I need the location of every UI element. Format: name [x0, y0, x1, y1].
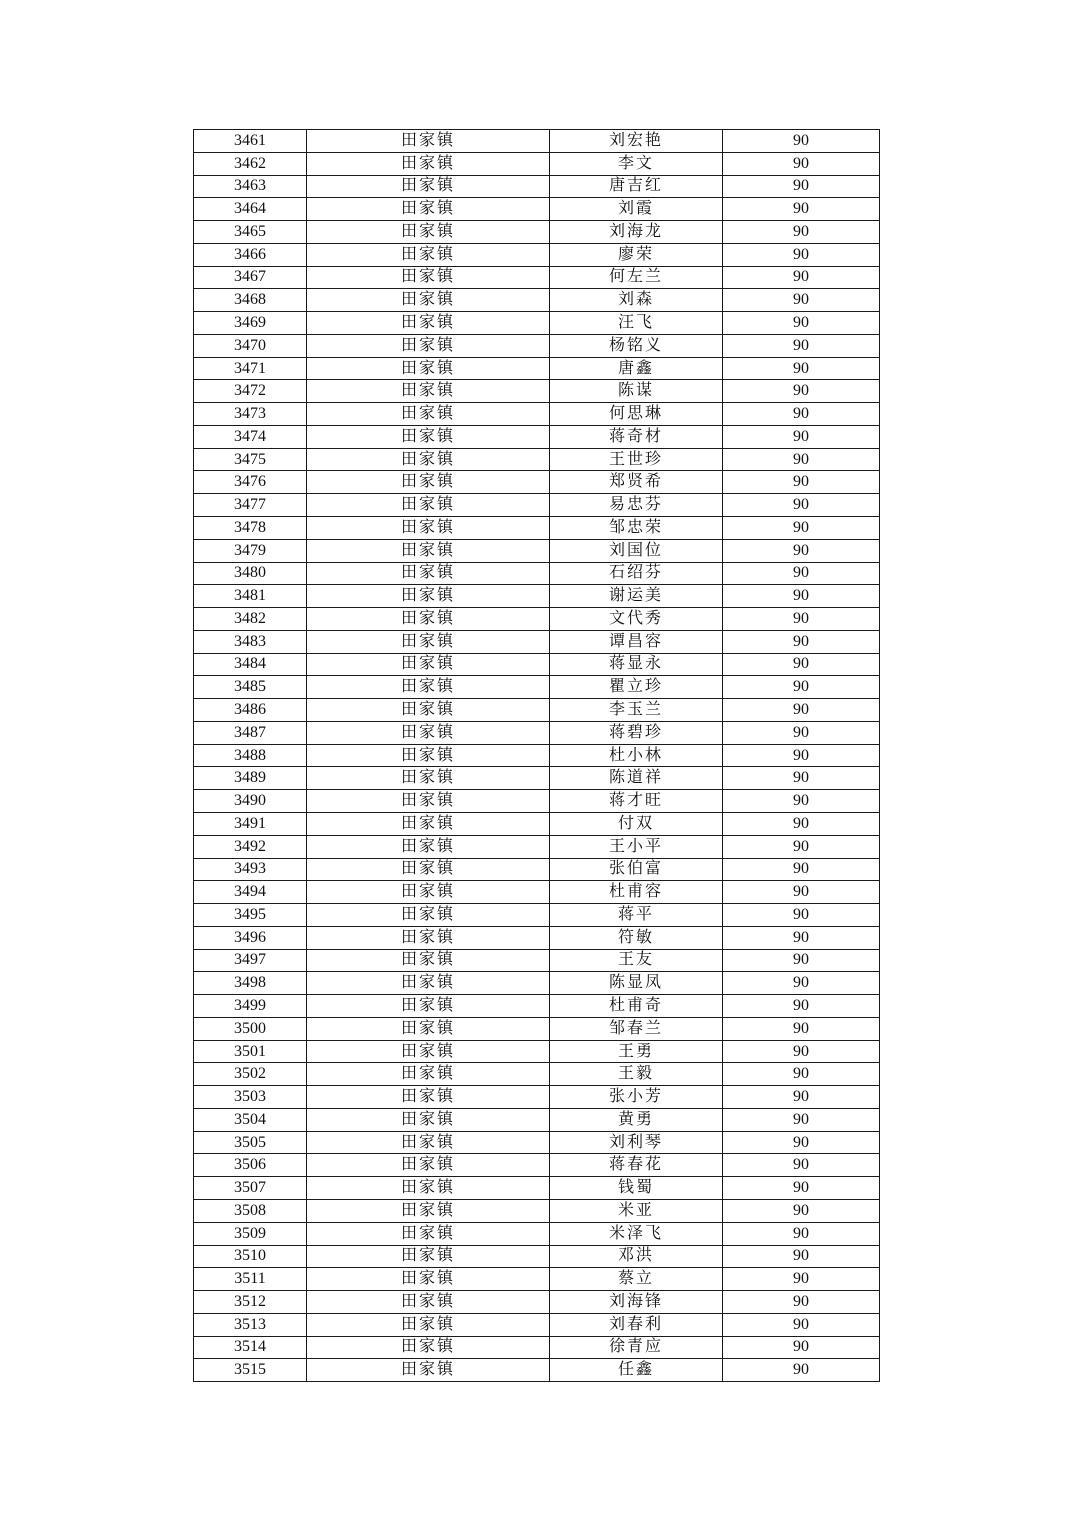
amount-cell: 90: [723, 1359, 880, 1382]
row-number-cell: 3508: [194, 1199, 307, 1222]
amount-cell: 90: [723, 1245, 880, 1268]
row-number-cell: 3490: [194, 790, 307, 813]
amount-cell: 90: [723, 699, 880, 722]
town-cell: 田家镇: [307, 403, 550, 426]
table-row: [194, 221, 880, 244]
row-number-cell: 3474: [194, 425, 307, 448]
town-cell: 田家镇: [307, 130, 550, 153]
amount-cell: 90: [723, 744, 880, 767]
table-row: [194, 608, 880, 631]
row-number-cell: 3493: [194, 858, 307, 881]
row-number-cell: 3499: [194, 995, 307, 1018]
amount-cell: 90: [723, 585, 880, 608]
record-table: [193, 129, 880, 1382]
person-name-cell: 刘霞: [550, 198, 723, 221]
person-name-cell: 刘利琴: [550, 1131, 723, 1154]
town-cell: 田家镇: [307, 790, 550, 813]
town-cell: 田家镇: [307, 812, 550, 835]
person-name-cell: 陈道祥: [550, 767, 723, 790]
table-row: [194, 494, 880, 517]
table-row: [194, 243, 880, 266]
table-row: [194, 1154, 880, 1177]
amount-cell: 90: [723, 630, 880, 653]
person-name-cell: 蒋春花: [550, 1154, 723, 1177]
table-row: [194, 699, 880, 722]
person-name-cell: 陈谋: [550, 380, 723, 403]
row-number-cell: 3509: [194, 1222, 307, 1245]
row-number-cell: 3496: [194, 926, 307, 949]
amount-cell: 90: [723, 266, 880, 289]
town-cell: 田家镇: [307, 608, 550, 631]
person-name-cell: 唐鑫: [550, 357, 723, 380]
table-row: [194, 198, 880, 221]
row-number-cell: 3511: [194, 1268, 307, 1291]
person-name-cell: 刘国位: [550, 539, 723, 562]
amount-cell: 90: [723, 380, 880, 403]
table-row: [194, 858, 880, 881]
town-cell: 田家镇: [307, 1086, 550, 1109]
row-number-cell: 3476: [194, 471, 307, 494]
row-number-cell: 3477: [194, 494, 307, 517]
town-cell: 田家镇: [307, 1336, 550, 1359]
row-number-cell: 3484: [194, 653, 307, 676]
town-cell: 田家镇: [307, 539, 550, 562]
table-row: [194, 630, 880, 653]
table-row: [194, 790, 880, 813]
table-row: [194, 517, 880, 540]
person-name-cell: 唐吉红: [550, 175, 723, 198]
row-number-cell: 3514: [194, 1336, 307, 1359]
town-cell: 田家镇: [307, 881, 550, 904]
amount-cell: 90: [723, 972, 880, 995]
table-row: [194, 744, 880, 767]
table-row: [194, 1359, 880, 1382]
table-row: [194, 1313, 880, 1336]
town-cell: 田家镇: [307, 995, 550, 1018]
amount-cell: 90: [723, 1108, 880, 1131]
person-name-cell: 王毅: [550, 1063, 723, 1086]
person-name-cell: 刘海龙: [550, 221, 723, 244]
row-number-cell: 3492: [194, 835, 307, 858]
person-name-cell: 王小平: [550, 835, 723, 858]
town-cell: 田家镇: [307, 858, 550, 881]
row-number-cell: 3494: [194, 881, 307, 904]
amount-cell: 90: [723, 881, 880, 904]
town-cell: 田家镇: [307, 448, 550, 471]
town-cell: 田家镇: [307, 767, 550, 790]
row-number-cell: 3500: [194, 1017, 307, 1040]
table-row: [194, 904, 880, 927]
table-row: [194, 266, 880, 289]
amount-cell: 90: [723, 858, 880, 881]
person-name-cell: 蒋平: [550, 904, 723, 927]
row-number-cell: 3461: [194, 130, 307, 153]
table-row: [194, 539, 880, 562]
row-number-cell: 3486: [194, 699, 307, 722]
town-cell: 田家镇: [307, 562, 550, 585]
town-cell: 田家镇: [307, 1131, 550, 1154]
table-row: [194, 1222, 880, 1245]
amount-cell: 90: [723, 175, 880, 198]
amount-cell: 90: [723, 1086, 880, 1109]
amount-cell: 90: [723, 1268, 880, 1291]
table-row: [194, 334, 880, 357]
town-cell: 田家镇: [307, 1177, 550, 1200]
person-name-cell: 米泽飞: [550, 1222, 723, 1245]
row-number-cell: 3515: [194, 1359, 307, 1382]
person-name-cell: 王友: [550, 949, 723, 972]
town-cell: 田家镇: [307, 949, 550, 972]
person-name-cell: 谢运美: [550, 585, 723, 608]
town-cell: 田家镇: [307, 312, 550, 335]
row-number-cell: 3480: [194, 562, 307, 585]
person-name-cell: 徐青应: [550, 1336, 723, 1359]
town-cell: 田家镇: [307, 585, 550, 608]
town-cell: 田家镇: [307, 517, 550, 540]
row-number-cell: 3498: [194, 972, 307, 995]
town-cell: 田家镇: [307, 835, 550, 858]
amount-cell: 90: [723, 1313, 880, 1336]
table-row: [194, 995, 880, 1018]
person-name-cell: 郑贤希: [550, 471, 723, 494]
person-name-cell: 米亚: [550, 1199, 723, 1222]
row-number-cell: 3463: [194, 175, 307, 198]
amount-cell: 90: [723, 425, 880, 448]
table-row: [194, 767, 880, 790]
town-cell: 田家镇: [307, 1291, 550, 1314]
row-number-cell: 3513: [194, 1313, 307, 1336]
person-name-cell: 蒋显永: [550, 653, 723, 676]
person-name-cell: 李玉兰: [550, 699, 723, 722]
town-cell: 田家镇: [307, 630, 550, 653]
table-row: [194, 175, 880, 198]
amount-cell: 90: [723, 1222, 880, 1245]
amount-cell: 90: [723, 403, 880, 426]
table-row: [194, 471, 880, 494]
person-name-cell: 石绍芬: [550, 562, 723, 585]
town-cell: 田家镇: [307, 972, 550, 995]
town-cell: 田家镇: [307, 334, 550, 357]
town-cell: 田家镇: [307, 1245, 550, 1268]
person-name-cell: 李文: [550, 152, 723, 175]
table-row: [194, 130, 880, 153]
amount-cell: 90: [723, 1199, 880, 1222]
table-row: [194, 881, 880, 904]
person-name-cell: 何思琳: [550, 403, 723, 426]
person-name-cell: 杜甫容: [550, 881, 723, 904]
town-cell: 田家镇: [307, 243, 550, 266]
amount-cell: 90: [723, 926, 880, 949]
row-number-cell: 3468: [194, 289, 307, 312]
table-row: [194, 289, 880, 312]
person-name-cell: 王世珍: [550, 448, 723, 471]
town-cell: 田家镇: [307, 152, 550, 175]
row-number-cell: 3502: [194, 1063, 307, 1086]
row-number-cell: 3485: [194, 676, 307, 699]
amount-cell: 90: [723, 562, 880, 585]
row-number-cell: 3469: [194, 312, 307, 335]
amount-cell: 90: [723, 653, 880, 676]
table-row: [194, 357, 880, 380]
amount-cell: 90: [723, 198, 880, 221]
person-name-cell: 汪飞: [550, 312, 723, 335]
table-row: [194, 585, 880, 608]
row-number-cell: 3472: [194, 380, 307, 403]
amount-cell: 90: [723, 1017, 880, 1040]
town-cell: 田家镇: [307, 744, 550, 767]
person-name-cell: 钱蜀: [550, 1177, 723, 1200]
person-name-cell: 张小芳: [550, 1086, 723, 1109]
amount-cell: 90: [723, 608, 880, 631]
table-row: [194, 380, 880, 403]
town-cell: 田家镇: [307, 266, 550, 289]
person-name-cell: 蒋才旺: [550, 790, 723, 813]
person-name-cell: 张伯富: [550, 858, 723, 881]
row-number-cell: 3503: [194, 1086, 307, 1109]
amount-cell: 90: [723, 1063, 880, 1086]
person-name-cell: 蒋碧珍: [550, 721, 723, 744]
person-name-cell: 瞿立珍: [550, 676, 723, 699]
row-number-cell: 3466: [194, 243, 307, 266]
row-number-cell: 3507: [194, 1177, 307, 1200]
person-name-cell: 邹春兰: [550, 1017, 723, 1040]
town-cell: 田家镇: [307, 1108, 550, 1131]
row-number-cell: 3488: [194, 744, 307, 767]
table-row: [194, 1040, 880, 1063]
town-cell: 田家镇: [307, 357, 550, 380]
person-name-cell: 谭昌容: [550, 630, 723, 653]
person-name-cell: 任鑫: [550, 1359, 723, 1382]
row-number-cell: 3504: [194, 1108, 307, 1131]
person-name-cell: 何左兰: [550, 266, 723, 289]
amount-cell: 90: [723, 1291, 880, 1314]
town-cell: 田家镇: [307, 926, 550, 949]
town-cell: 田家镇: [307, 699, 550, 722]
row-number-cell: 3497: [194, 949, 307, 972]
amount-cell: 90: [723, 221, 880, 244]
row-number-cell: 3510: [194, 1245, 307, 1268]
table-row: [194, 1063, 880, 1086]
person-name-cell: 廖荣: [550, 243, 723, 266]
table-row: [194, 1131, 880, 1154]
person-name-cell: 王勇: [550, 1040, 723, 1063]
amount-cell: 90: [723, 1177, 880, 1200]
row-number-cell: 3462: [194, 152, 307, 175]
amount-cell: 90: [723, 995, 880, 1018]
row-number-cell: 3505: [194, 1131, 307, 1154]
town-cell: 田家镇: [307, 1268, 550, 1291]
person-name-cell: 文代秀: [550, 608, 723, 631]
table-row: [194, 425, 880, 448]
table-row: [194, 676, 880, 699]
town-cell: 田家镇: [307, 221, 550, 244]
row-number-cell: 3482: [194, 608, 307, 631]
row-number-cell: 3467: [194, 266, 307, 289]
town-cell: 田家镇: [307, 1222, 550, 1245]
table-row: [194, 1017, 880, 1040]
table-row: [194, 403, 880, 426]
row-number-cell: 3473: [194, 403, 307, 426]
amount-cell: 90: [723, 835, 880, 858]
amount-cell: 90: [723, 1040, 880, 1063]
amount-cell: 90: [723, 494, 880, 517]
table-row: [194, 1086, 880, 1109]
person-name-cell: 黄勇: [550, 1108, 723, 1131]
table-row: [194, 1108, 880, 1131]
table-row: [194, 1336, 880, 1359]
table-row: [194, 152, 880, 175]
amount-cell: 90: [723, 676, 880, 699]
amount-cell: 90: [723, 812, 880, 835]
town-cell: 田家镇: [307, 175, 550, 198]
amount-cell: 90: [723, 334, 880, 357]
amount-cell: 90: [723, 904, 880, 927]
table-row: [194, 1291, 880, 1314]
town-cell: 田家镇: [307, 676, 550, 699]
amount-cell: 90: [723, 243, 880, 266]
town-cell: 田家镇: [307, 1313, 550, 1336]
record-table-body: [194, 130, 880, 1382]
town-cell: 田家镇: [307, 1154, 550, 1177]
row-number-cell: 3506: [194, 1154, 307, 1177]
table-row: [194, 312, 880, 335]
row-number-cell: 3478: [194, 517, 307, 540]
amount-cell: 90: [723, 539, 880, 562]
table-row: [194, 972, 880, 995]
row-number-cell: 3481: [194, 585, 307, 608]
amount-cell: 90: [723, 721, 880, 744]
person-name-cell: 蔡立: [550, 1268, 723, 1291]
town-cell: 田家镇: [307, 198, 550, 221]
row-number-cell: 3471: [194, 357, 307, 380]
row-number-cell: 3495: [194, 904, 307, 927]
person-name-cell: 付双: [550, 812, 723, 835]
amount-cell: 90: [723, 949, 880, 972]
row-number-cell: 3483: [194, 630, 307, 653]
table-row: [194, 835, 880, 858]
town-cell: 田家镇: [307, 1017, 550, 1040]
person-name-cell: 刘春利: [550, 1313, 723, 1336]
row-number-cell: 3464: [194, 198, 307, 221]
town-cell: 田家镇: [307, 904, 550, 927]
table-row: [194, 448, 880, 471]
person-name-cell: 刘宏艳: [550, 130, 723, 153]
row-number-cell: 3512: [194, 1291, 307, 1314]
amount-cell: 90: [723, 1336, 880, 1359]
person-name-cell: 符敏: [550, 926, 723, 949]
person-name-cell: 杜小林: [550, 744, 723, 767]
amount-cell: 90: [723, 357, 880, 380]
amount-cell: 90: [723, 312, 880, 335]
table-row: [194, 949, 880, 972]
person-name-cell: 易忠芬: [550, 494, 723, 517]
amount-cell: 90: [723, 1154, 880, 1177]
table-row: [194, 653, 880, 676]
town-cell: 田家镇: [307, 1063, 550, 1086]
amount-cell: 90: [723, 152, 880, 175]
row-number-cell: 3479: [194, 539, 307, 562]
row-number-cell: 3489: [194, 767, 307, 790]
row-number-cell: 3491: [194, 812, 307, 835]
amount-cell: 90: [723, 1131, 880, 1154]
person-name-cell: 邓洪: [550, 1245, 723, 1268]
row-number-cell: 3470: [194, 334, 307, 357]
town-cell: 田家镇: [307, 380, 550, 403]
table-row: [194, 1245, 880, 1268]
person-name-cell: 陈显凤: [550, 972, 723, 995]
town-cell: 田家镇: [307, 471, 550, 494]
town-cell: 田家镇: [307, 1199, 550, 1222]
row-number-cell: 3487: [194, 721, 307, 744]
row-number-cell: 3475: [194, 448, 307, 471]
town-cell: 田家镇: [307, 289, 550, 312]
table-row: [194, 562, 880, 585]
town-cell: 田家镇: [307, 653, 550, 676]
table-row: [194, 1268, 880, 1291]
person-name-cell: 杜甫奇: [550, 995, 723, 1018]
person-name-cell: 杨铭义: [550, 334, 723, 357]
table-row: [194, 926, 880, 949]
amount-cell: 90: [723, 471, 880, 494]
amount-cell: 90: [723, 767, 880, 790]
amount-cell: 90: [723, 130, 880, 153]
amount-cell: 90: [723, 517, 880, 540]
table-row: [194, 812, 880, 835]
amount-cell: 90: [723, 289, 880, 312]
person-name-cell: 刘海锋: [550, 1291, 723, 1314]
table-row: [194, 1199, 880, 1222]
person-name-cell: 刘森: [550, 289, 723, 312]
town-cell: 田家镇: [307, 721, 550, 744]
town-cell: 田家镇: [307, 1040, 550, 1063]
row-number-cell: 3501: [194, 1040, 307, 1063]
table-row: [194, 721, 880, 744]
amount-cell: 90: [723, 790, 880, 813]
row-number-cell: 3465: [194, 221, 307, 244]
table-row: [194, 1177, 880, 1200]
amount-cell: 90: [723, 448, 880, 471]
person-name-cell: 蒋奇材: [550, 425, 723, 448]
person-name-cell: 邹忠荣: [550, 517, 723, 540]
town-cell: 田家镇: [307, 1359, 550, 1382]
town-cell: 田家镇: [307, 425, 550, 448]
town-cell: 田家镇: [307, 494, 550, 517]
